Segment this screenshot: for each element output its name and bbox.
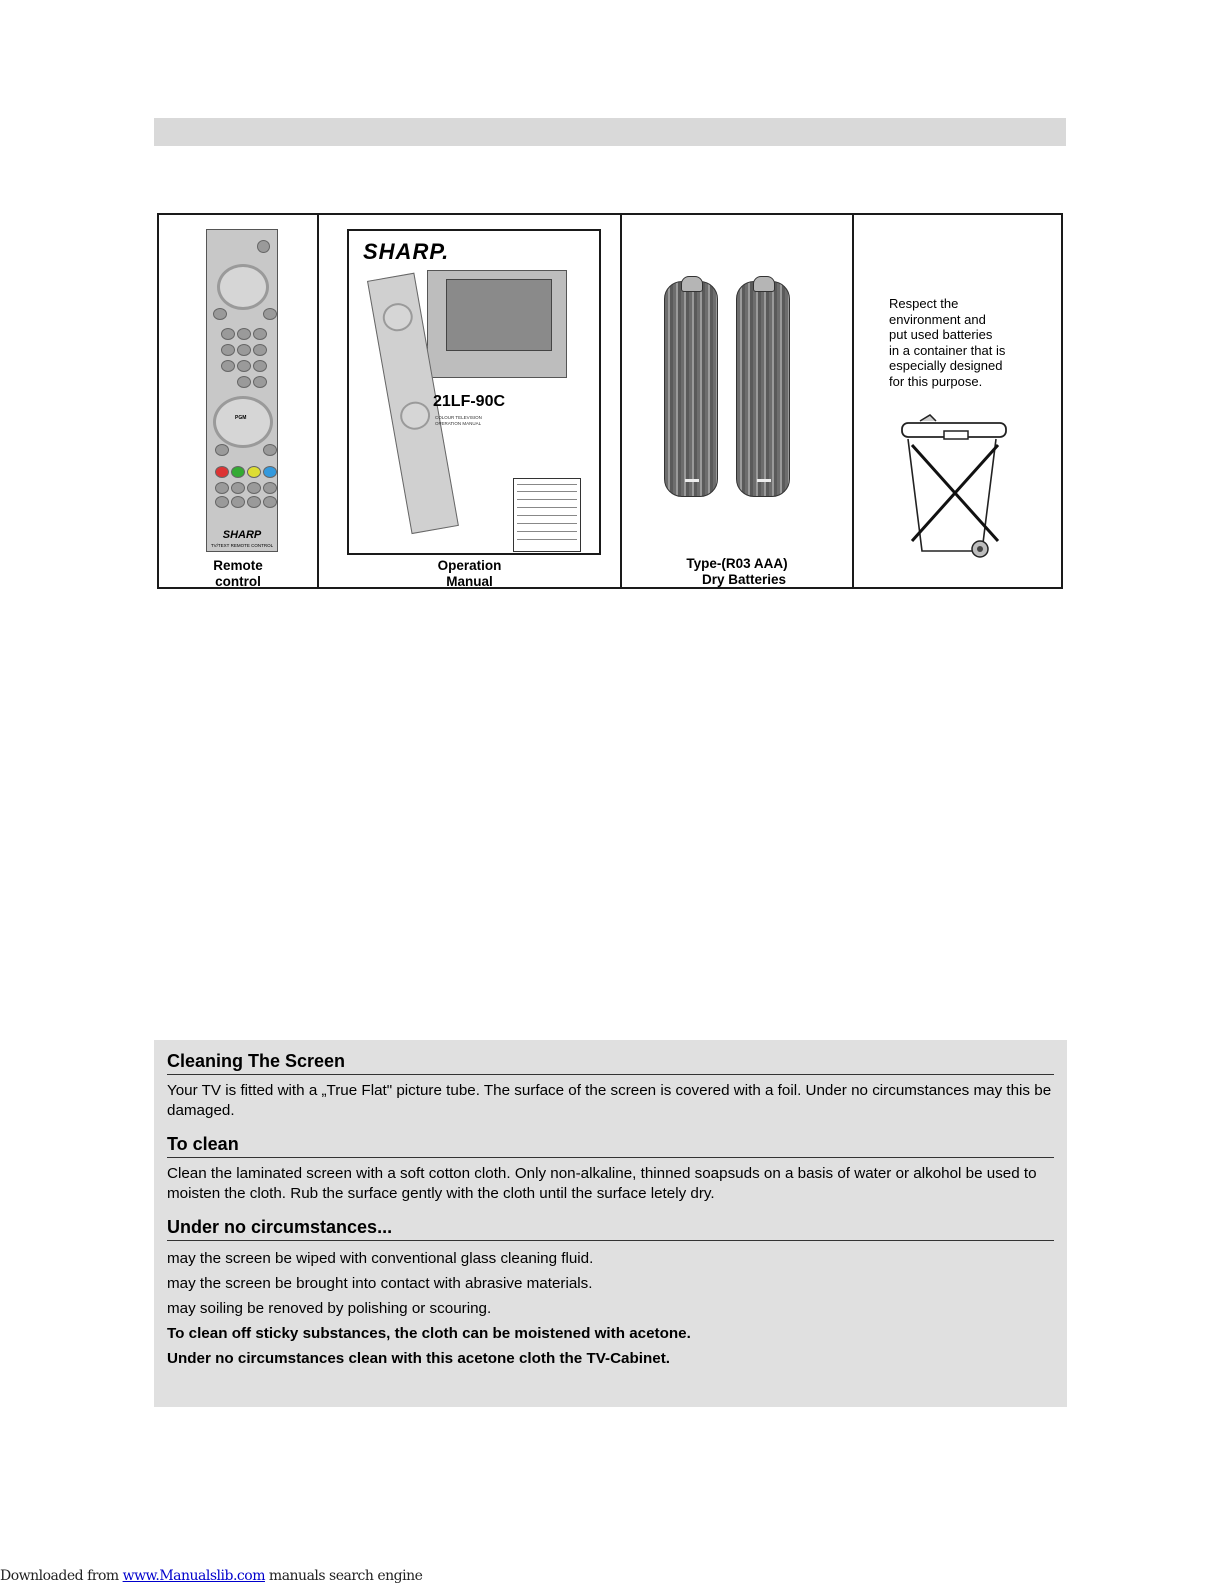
manual-cell bbox=[319, 215, 622, 587]
remote-button bbox=[215, 482, 229, 494]
manual-remote-ring bbox=[381, 301, 415, 334]
never-list bbox=[167, 1246, 1054, 1371]
never-item: may soiling be renoved by polishing or scouring. bbox=[167, 1300, 492, 1317]
battery-caption-line1: Type-(R03 AAA) bbox=[686, 556, 788, 571]
download-footer bbox=[0, 1568, 422, 1584]
battery-mark bbox=[685, 479, 699, 482]
recycle-line: in a container that is bbox=[889, 342, 1006, 358]
footer-prefix: Downloaded from bbox=[0, 1568, 123, 1584]
remote-button bbox=[253, 376, 267, 388]
manual-line-1: COLOUR TELEVISION bbox=[435, 415, 482, 420]
remote-button bbox=[263, 496, 277, 508]
yellow-button bbox=[247, 466, 261, 478]
cleaning-title: Cleaning The Screen bbox=[167, 1050, 1054, 1075]
remote-cell bbox=[159, 215, 319, 587]
remote-button bbox=[253, 344, 267, 356]
cleaning-screen-block bbox=[167, 1050, 1054, 1121]
to-clean-block bbox=[167, 1133, 1054, 1204]
remote-button bbox=[221, 344, 235, 356]
manual-warning-box bbox=[513, 478, 581, 552]
cabinet-warning: Under no circumstances clean with this acetone cloth the TV-Cabinet. bbox=[167, 1350, 670, 1367]
never-title: Under no circumstances... bbox=[167, 1216, 1054, 1241]
remote-button bbox=[263, 308, 277, 320]
recycle-line: put used batteries bbox=[889, 327, 993, 343]
manual-remote-ring bbox=[398, 399, 432, 432]
manual-warning-line bbox=[517, 491, 577, 492]
battery-mark bbox=[757, 479, 771, 482]
blue-button bbox=[263, 466, 277, 478]
remote-button bbox=[263, 482, 277, 494]
remote-brand-logo: SHARP bbox=[222, 529, 262, 541]
manual-warning-line bbox=[517, 484, 577, 485]
manual-warning-line bbox=[517, 539, 577, 540]
manual-line-2: OPERATION MANUAL bbox=[435, 421, 482, 426]
manual-warning-line bbox=[517, 523, 577, 524]
manual-warning-line bbox=[517, 499, 577, 500]
remote-button bbox=[231, 496, 245, 508]
remote-button bbox=[231, 482, 245, 494]
acetone-note: To clean off sticky substances, the cloth can be moistened with acetone. bbox=[167, 1325, 691, 1342]
remote-caption-line1: Remote bbox=[213, 558, 263, 573]
remote-button bbox=[221, 360, 235, 372]
recycle-cell bbox=[854, 215, 1061, 587]
power-icon bbox=[257, 240, 270, 253]
manual-warning-line bbox=[517, 507, 577, 508]
recycle-text bbox=[889, 296, 1005, 390]
tv-illustration bbox=[427, 270, 567, 378]
manualslib-link[interactable]: www.Manualslib.com bbox=[122, 1568, 265, 1584]
manual-warning-line bbox=[517, 515, 577, 516]
remote-button bbox=[253, 328, 267, 340]
crossed-bin-icon bbox=[898, 411, 1018, 565]
remote-subtitle: TV/TEXT REMOTE CONTROL bbox=[210, 543, 274, 548]
remote-caption-line2: control bbox=[215, 574, 261, 589]
batteries-cell bbox=[622, 215, 854, 587]
never-item: may the screen be brought into contact with abrasive materials. bbox=[167, 1275, 593, 1292]
battery-icon bbox=[664, 281, 718, 497]
green-button bbox=[231, 466, 245, 478]
remote-control-image bbox=[206, 229, 278, 552]
manual-brand-logo: SHARP. bbox=[363, 239, 450, 264]
recycle-line: especially designed bbox=[889, 358, 1003, 374]
never-item: may the screen be wiped with conventional glass cleaning fluid. bbox=[167, 1250, 594, 1267]
remote-button bbox=[263, 444, 277, 456]
remote-button bbox=[247, 482, 261, 494]
remote-button bbox=[237, 376, 251, 388]
remote-button bbox=[237, 328, 251, 340]
remote-button bbox=[213, 308, 227, 320]
red-button bbox=[215, 466, 229, 478]
to-clean-text: Clean the laminated screen with a soft cotton cloth. Only non-alkaline, thinned soapsuds on a basis of water or alkohol be used to moisten the cloth. Rub the surface gently with the cloth until the surface letely dry. bbox=[167, 1165, 1037, 1202]
remote-button bbox=[253, 360, 267, 372]
recycle-line: environment and bbox=[889, 311, 986, 327]
cleaning-text: Your TV is fitted with a „True Flat" picture tube. The surface of the screen is covered with a foil. Under no circumstances may this be damaged. bbox=[167, 1082, 1052, 1119]
never-block bbox=[167, 1216, 1054, 1371]
accessories-table bbox=[157, 213, 1063, 589]
recycle-line: Respect the bbox=[889, 296, 959, 311]
battery-icon bbox=[736, 281, 790, 497]
remote-button bbox=[215, 496, 229, 508]
manual-caption-line2: Manual bbox=[446, 574, 493, 589]
manual-caption-line1: Operation bbox=[437, 558, 502, 573]
battery-caption-line2: Dry Batteries bbox=[701, 572, 787, 587]
manual-warning-line bbox=[517, 531, 577, 532]
cleaning-section bbox=[154, 1040, 1067, 1407]
remote-button bbox=[237, 344, 251, 356]
footer-suffix: manuals search engine bbox=[264, 1568, 423, 1584]
battery-cap bbox=[753, 276, 775, 292]
recycle-line: for this purpose. bbox=[889, 373, 983, 389]
to-clean-title: To clean bbox=[167, 1133, 1054, 1158]
remote-button bbox=[247, 496, 261, 508]
header-bar bbox=[154, 118, 1066, 146]
manual-model-number: 21LF-90C bbox=[433, 393, 506, 410]
battery-cap bbox=[681, 276, 703, 292]
tv-screen bbox=[446, 279, 552, 351]
manual-cover-image bbox=[347, 229, 601, 555]
remote-button bbox=[215, 444, 229, 456]
remote-button bbox=[237, 360, 251, 372]
remote-pgm-label: PGM bbox=[235, 415, 247, 421]
remote-nav-ring bbox=[217, 264, 269, 310]
remote-button bbox=[221, 328, 235, 340]
remote-pgm-ring bbox=[213, 396, 273, 448]
